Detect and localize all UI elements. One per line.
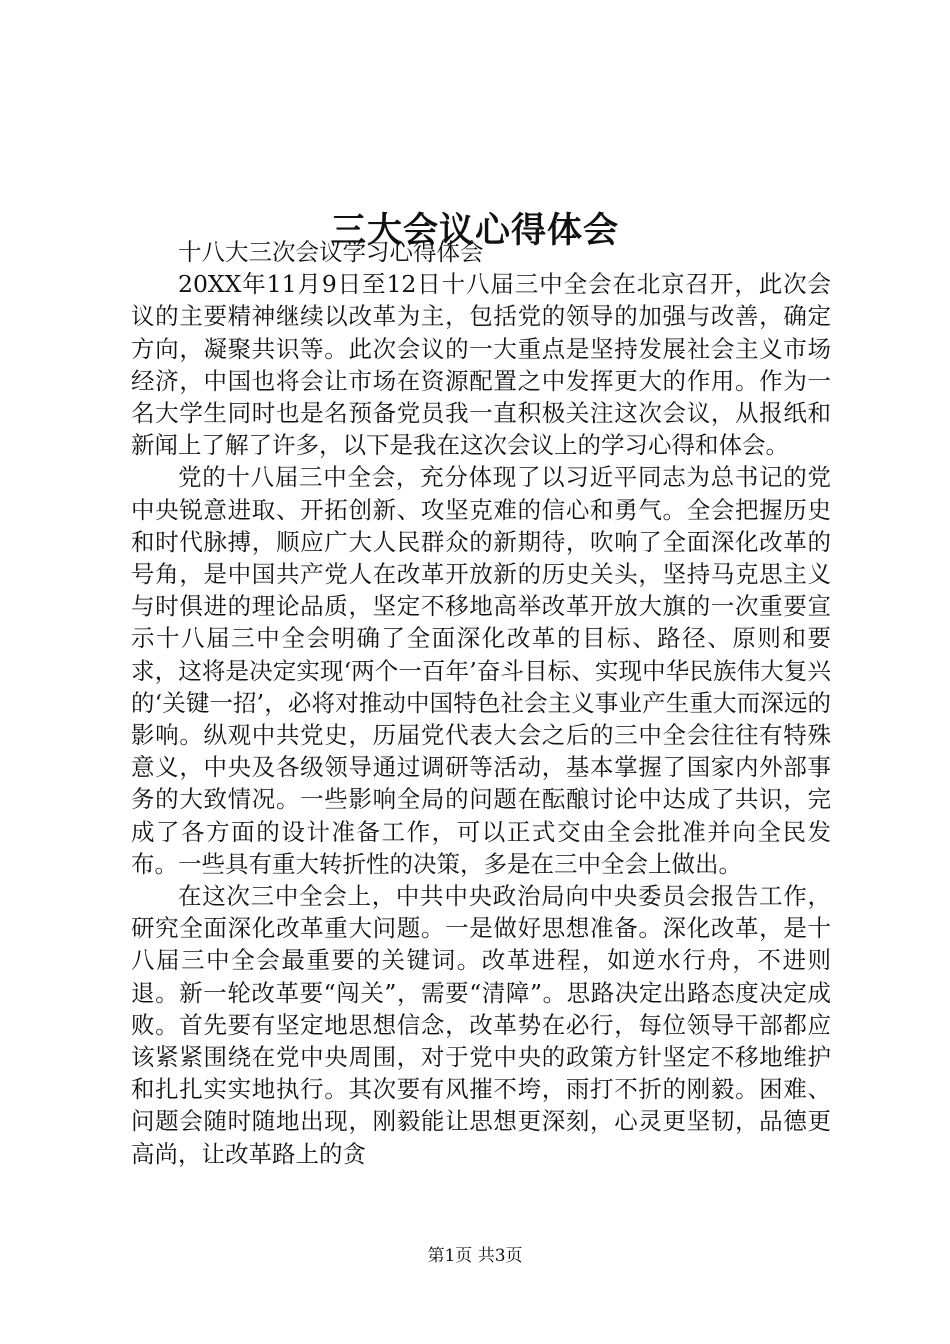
document-subtitle: 十八大三次会议学习心得体会 [178, 238, 484, 266]
document-title: 三大会议心得体会 [330, 210, 619, 252]
paragraph-2: 党的十八届三中全会，充分体现了以习近平同志为总书记的党中央锐意进取、开拓创新、攻坚克难的信心和勇气。全会把握历史和时代脉搏，顺应广大人民群众的新期待，吹响了全面深化改革的号角，是中国共产党人在改革开放新的历史关头，坚持马克思主义与时俱进的理论品质，坚定不移地高举改革开放大旗的一次重要宣示十八届三中全会明确了全面深化改革的目标、路径、原则和要求，这将是决定实现‘两个一百年’奋斗目标、实现中华民族伟大复兴的‘关键一招’，必将对推动中国特色社会主义事业产生重大而深远的影响。纵观中共党史，历届党代表大会之后的三中全会往往有特殊意义，中央及各级领导通过调研等活动，基本掌握了国家内外部事务的大致情况。一些影响全局的问题在酝酿讨论中达成了共识，完成了各方面的设计准备工作，可以正式交由全会批准并向全民发布。一些具有重大转折性的决策，多是在三中全会上做出。 [131, 463, 831, 878]
paragraph-1: 20XX年11月9日至12日十八届三中全会在北京召开，此次会议的主要精神继续以改革为主，包括党的领导的加强与改善，确定方向，凝聚共识等。此次会议的一大重点是坚持发展社会主义市场经济，中国也将会让市场在资源配置之中发挥更大的作用。作为一名大学生同时也是名预备党员我一直积极关注这次会议，从报纸和新闻上了解了许多，以下是我在这次会议上的学习心得和体会。 [131, 270, 831, 460]
document-body [131, 236, 831, 1170]
page-number-footer: 第1页 共3页 [427, 1246, 523, 1266]
paragraph-3: 在这次三中全会上，中共中央政治局向中央委员会报告工作，研究全面深化改革重大问题。一是做好思想准备。深化改革，是十八届三中全会最重要的关键词。改革进程，如逆水行舟，不进则退。新一轮改革要“闯关”，需要“清障”。思路决定出路态度决定成败。首先要有坚定地思想信念，改革势在必行，每位领导干部都应该紧紧围绕在党中央周围，对于党中央的政策方针坚定不移地维护和扎扎实实地执行。其次要有风摧不垮，雨打不折的刚毅。困难、问题会随时随地出现，刚毅能让思想更深刻，心灵更坚韧，品德更高尚，让改革路上的贪 [131, 882, 831, 1168]
